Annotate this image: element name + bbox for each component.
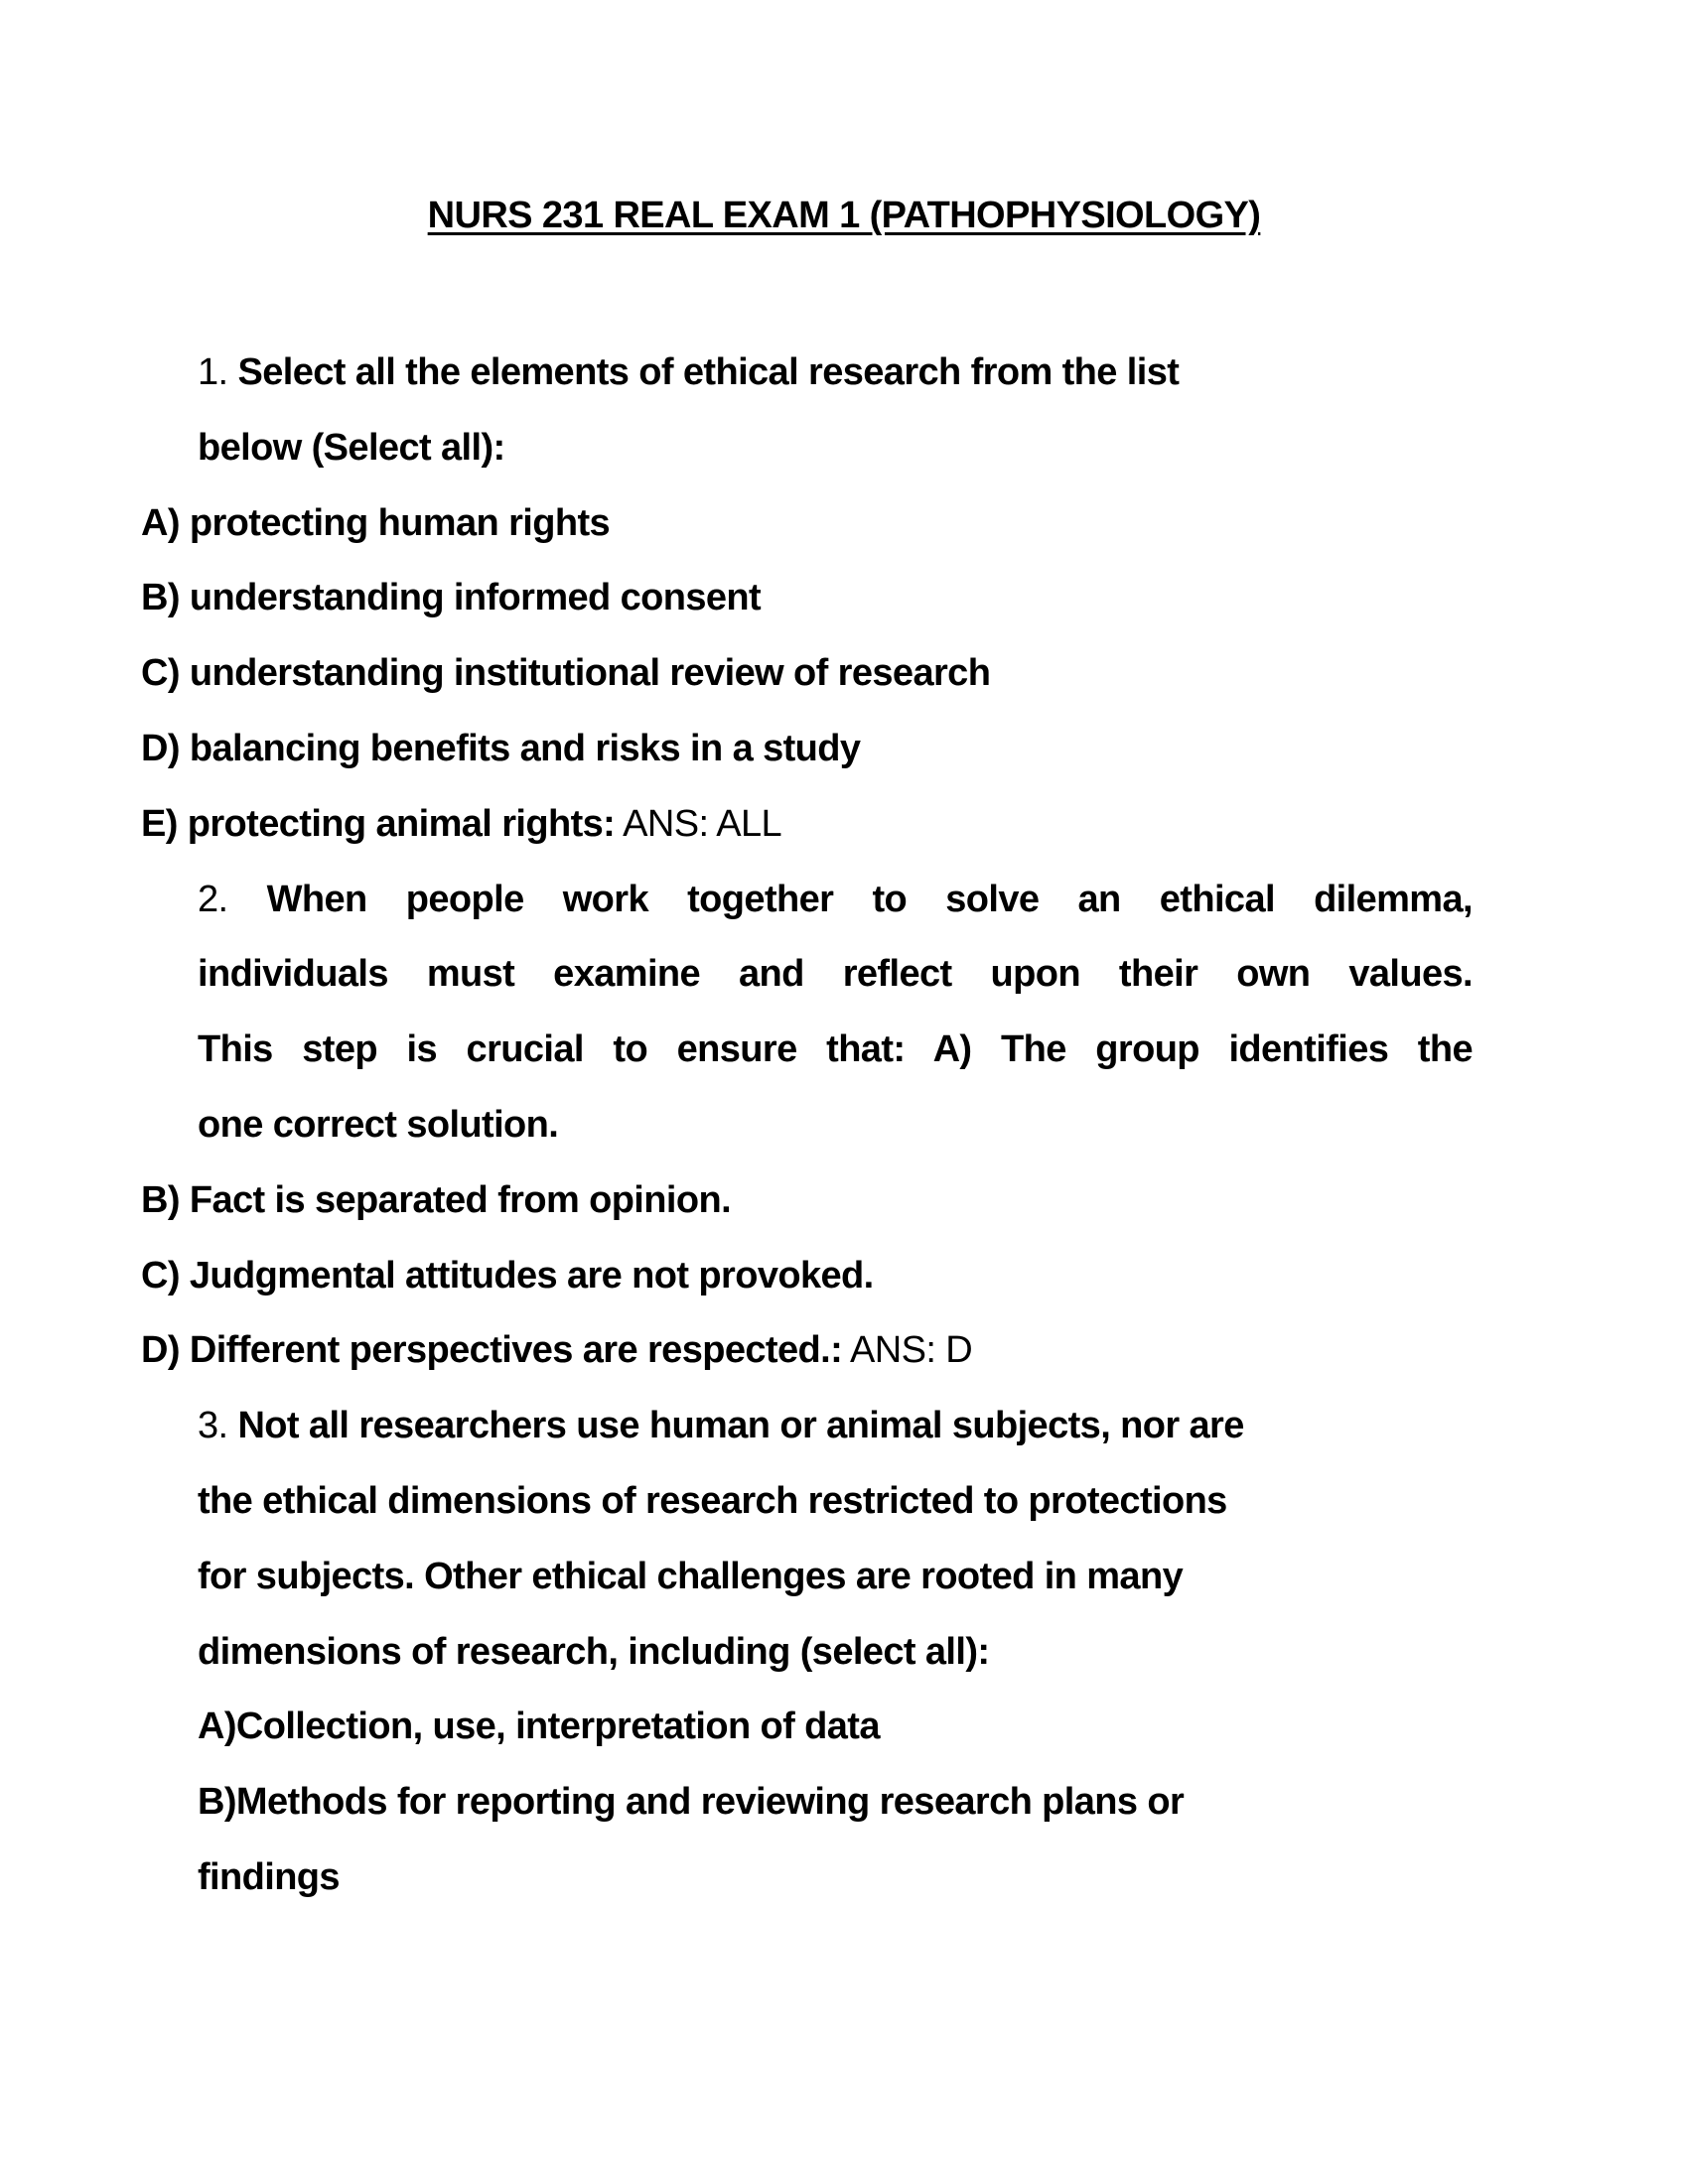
exam-text-line [141,635,990,711]
exam-text-line [198,1087,558,1162]
exam-text-line [141,711,860,786]
question-text: dimensions of research, including (select all): [198,1630,990,1673]
exam-text-line [141,1238,874,1313]
question-text: for subjects. Other ethical challenges are rooted in many [198,1555,1184,1597]
question-number: 1. [198,351,238,393]
exam-text-line [141,560,761,635]
exam-text-line [198,1689,880,1764]
question-text: This step is crucial to ensure that: A) The group identifies the [198,1028,1473,1071]
exam-text-line [198,1764,1184,1840]
exam-text-line [198,1614,989,1690]
answer-text: ANS: ALL [615,802,782,845]
exam-text-line [198,1012,1473,1087]
question-number: 3. [198,1405,238,1447]
question-text: A)Collection, use, interpretation of data [198,1706,880,1748]
question-text: individuals must examine and reflect upon their own values. [198,953,1473,996]
question-text: C) Judgmental attitudes are not provoked. [141,1254,874,1297]
exam-text-line [141,485,610,561]
question-text: B)Methods for reporting and reviewing research plans or [198,1781,1185,1824]
question-text: the ethical dimensions of research restricted to protections [198,1480,1227,1522]
question-text: one correct solution. [198,1104,559,1146]
question-text: C) understanding institutional review of research [141,652,991,695]
exam-text-line [198,1840,340,1915]
question-text: below (Select all): [198,426,505,469]
exam-text-line [141,1162,731,1238]
question-text: findings [198,1856,340,1898]
exam-text-line [198,1463,1227,1539]
question-text: D) balancing benefits and risks in a study [141,728,861,769]
question-text: B) understanding informed consent [141,577,762,619]
answer-text: ANS: D [842,1329,973,1372]
question-text: A) protecting human rights [141,501,611,544]
question-text: Select all the elements of ethical research from the list [237,351,1180,393]
question-text: Not all researchers use human or animal subjects, nor are [237,1405,1244,1447]
exam-text-line [198,335,1179,410]
exam-text-line [198,410,505,485]
question-text: E) protecting animal rights: [141,802,616,845]
question-text: B) Fact is separated from opinion. [141,1178,732,1221]
exam-text-line [198,1539,1183,1614]
question-text: When people work together to solve an ethical dilemma, [266,878,1473,920]
exam-text-line [198,936,1473,1012]
document-title: NURS 231 REAL EXAM 1 (PATHOPHYSIOLOGY) [427,195,1261,236]
exam-text-line [141,1312,972,1388]
question-text: D) Different perspectives are respected.: [141,1329,843,1372]
exam-text-line [141,786,781,862]
exam-text-line [198,1388,1244,1463]
question-number: 2. [198,878,267,920]
exam-text-line [198,862,1473,937]
